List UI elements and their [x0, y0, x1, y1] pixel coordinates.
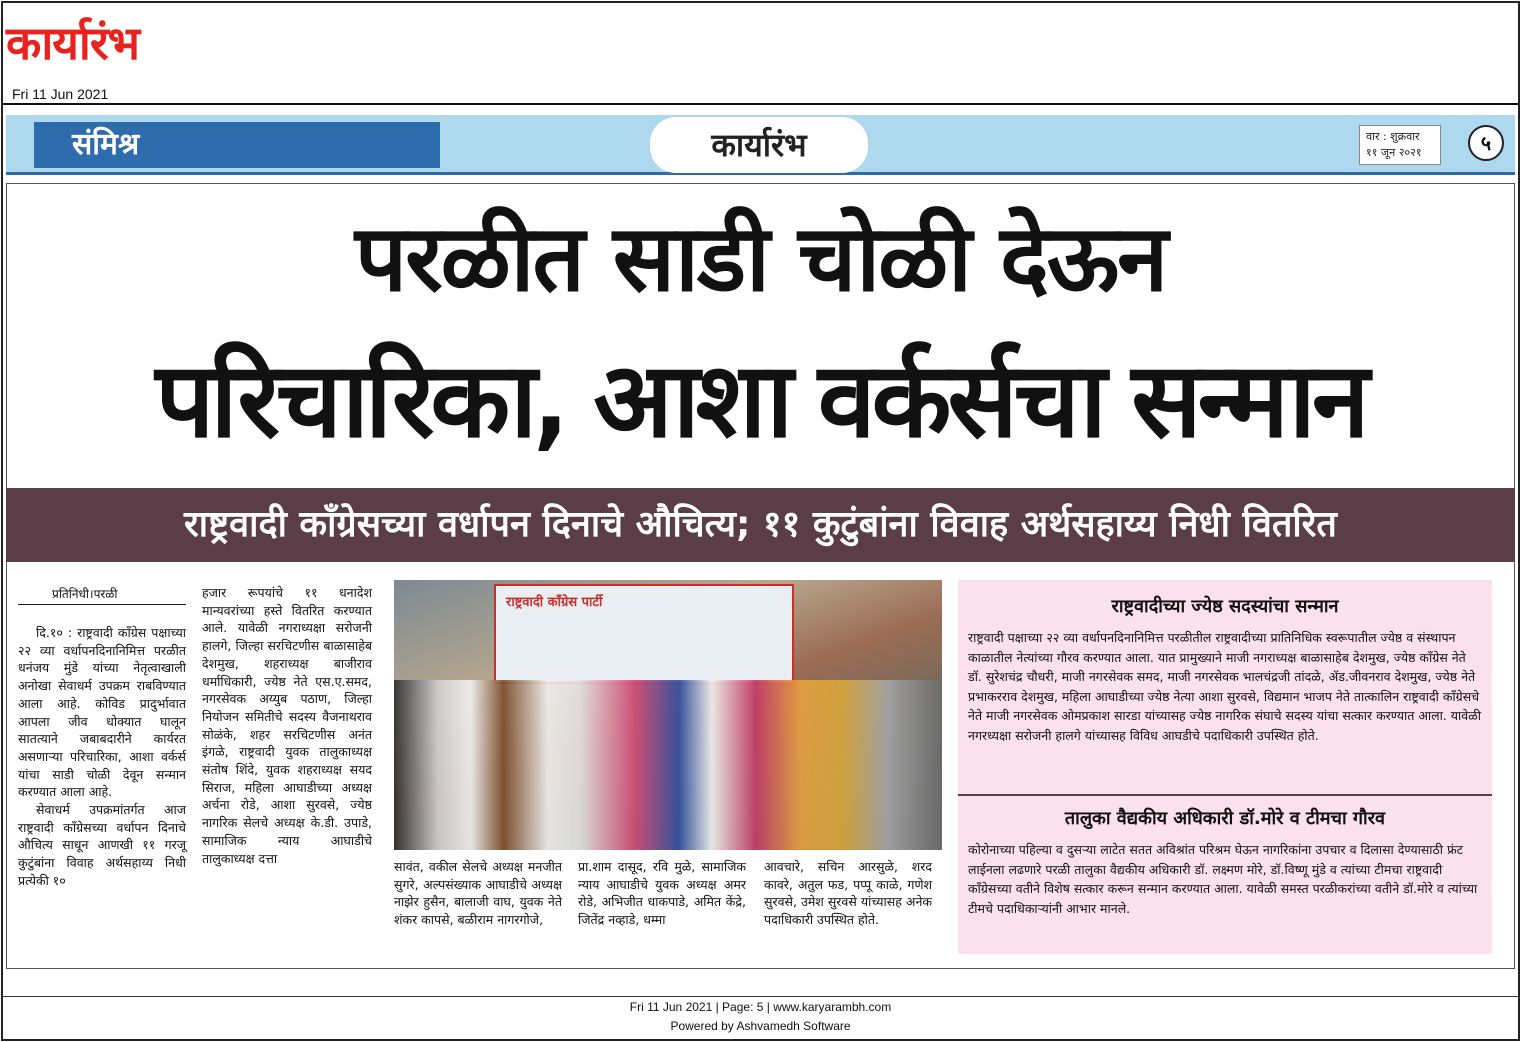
article-paragraph: दि.१० : राष्ट्रवादी कॉंग्रेस पक्षाच्या २२ व्या वर्धापनदिनानिमित्त परळीत धनंजय मुंडे यांच्या नेतृत्वाखाली अनोखा सेवाधर्म उपक्रम राबविण्यात आला आहे. कोविड प्रादुर्भावात आपला जीव धोक्यात घालून सातत्याने जबाबदारीने कार्यरत असणाऱ्या परिचारिका, आशा वर्कर्स यांचा साडी चोळी देवून सन्मान करण्यात आला आहे.: [18, 625, 186, 800]
article-column-5: आवचारे, सचिन आरसुळे, शरद कावरे, अतुल फड, पप्पू काळे, गणेश सुरवसे, उमेश सुरवसे यांच्यासह अनेक पदाधिकारी उपस्थित होते.: [764, 859, 932, 928]
sidebar-heading-1: राष्ट्रवादीच्या ज्येष्ठ सदस्यांचा सन्मान: [1111, 596, 1339, 617]
article-column-3: सावंत, वकील सेलचे अध्यक्ष मनजीत सुगरे, अल्पसंख्याक आघाडीचे अध्यक्ष नाझेर हुसैन, बालाजी वाघ, युवक नेते शंकर कापसे, बळीराम नागरगोजे,: [394, 859, 562, 928]
sidebar-text-1: राष्ट्रवादी पक्षाच्या २२ व्या वर्धापनदिनानिमित्त परळीतील राष्ट्रवादीच्या प्रातिनिधिक स्वरूपातील ज्येष्ठ व संस्थापन काळातील नेत्यांच्या गौरव करण्यात आला. यात प्रामुख्याने माजी नगराध्यक्ष बाळासाहेब देशमुख, ज्येष्ठ कॉंग्रेस नेते डॉ. सुरेशचंद्र चौधरी, माजी नगरसेवक समद, माजी नगरसेवक भालचंद्रजी तांदळे, ॲड.जीवनराव देशमुख, ज्येष्ठ नेते प्रभाकरराव देशमुख, महिला आघाडीच्या ज्येष्ठ नेत्या आशा सुरवसे, विद्यमान भाजप नेते तात्कालिन राष्ट्रवादी कॉंग्रेसचे नेते माजी नगरसेवक ओमप्रकाश सारडा यांच्यासह ज्येष्ठ नागरिक संघाचे सदस्य यांचा सत्कार करण्यात आला. यावेळी नगरध्यक्षा सरोजनी हालगे यांच्यासह विविध आघडीचे पदाधिकारी उपस्थित होते.: [968, 630, 1481, 743]
photo-banner: [494, 584, 794, 684]
article-column-1: [18, 624, 186, 890]
page-dateline: [1359, 125, 1441, 165]
edition-date: Fri 11 Jun 2021: [12, 86, 109, 102]
sidebar-divider: [958, 794, 1492, 796]
news-photo: [394, 580, 942, 850]
article-paragraph: सेवाधर्म उपक्रमांतर्गत आज राष्ट्रवादी कॉंग्रेसच्या वर्धापन दिनाचे औचित्य साधून आणखी ११ गरजू कुटुंबांना विवाह अर्थसहाय्य निधी प्रत्येकी १०: [18, 802, 186, 888]
photo-people: [394, 680, 942, 850]
photo-banner-text: राष्ट्रवादी कॉंग्रेस पार्टी: [506, 595, 603, 610]
page-day: वार : शुक्रवार: [1366, 130, 1420, 143]
paper-logo: कार्यारंभ: [650, 117, 868, 173]
page-band: [6, 115, 1515, 175]
site-logo[interactable]: कार्यारंभ: [6, 16, 139, 70]
sidebar-heading-2: तालुका वैद्यकीय अधिकारी डॉ.मोरे व टीमचा गौरव: [1064, 808, 1386, 829]
footer-info: Fri 11 Jun 2021 | Page: 5 | www.karyarambh.com: [629, 1000, 892, 1014]
sidebar-text-2: कोरोनाच्या पहिल्या व दुसऱ्या लाटेत सतत अविश्रांत परिश्रम घेऊन नागरिकांना उपचार व दिलासा देण्यासाठी फ्रंट लाईनला लढणारे परळी तालुका वैद्यकीय अधिकारी डॉ. लक्ष्मण मोरे, डॉ.विष्णू मुंडे व त्यांच्या टीमचा राष्ट्रवादी कॉंग्रेसच्या वतीने विशेष सत्कार करून सन्मान करण्यात आला. यावेळी समस्त परळीकरांच्या वतीने डॉ.मोरे व त्यांच्या टीमचे पदाधिकाऱ्यांनी आभार मानले.: [968, 842, 1478, 916]
sidebar-box: [958, 580, 1492, 954]
byline: प्रतिनिधी।परळी: [18, 584, 186, 605]
headline-line-2: परिचारिका, आशा वर्कर्सचा सन्मान: [155, 339, 1366, 461]
page-number: ५: [1468, 125, 1504, 161]
footer-divider: [3, 996, 1518, 997]
article-column-4: प्रा.शाम दासूद, रवि मुळे, सामाजिक न्याय आघाडीचे युवक अध्यक्ष अमर रोडे, अभिजीत धाकपाडे, अमित केंद्रे, जितेंद्र नव्हाडे, धम्मा: [578, 859, 746, 928]
article-column-2: हजार रूपयांचे ११ धनादेश मान्यवरांच्या हस्ते वितरित करण्यात आले. यावेळी नगराध्यक्षा सरोजनी हालगे, जिल्हा सरचिटणीस बाळासाहेब देशमुख, शहराध्यक्ष बाजीराव धर्माधिकारी, ज्येष्ठ नेते एस.ए.समद, नगरसेवक अय्युब पठाण, जिल्हा नियोजन समितीचे सदस्य वैजनाथराव सोळंके, शहर सरचिटणीस अनंत इंगळे, राष्ट्रवादी युवक तालुकाध्यक्ष संतोष शिंदे, युवक शहराध्यक्ष सयद सिराज, महिला आघाडीच्या अध्यक्ष अर्चना रोडे, आशा सुरवसे, ज्येष्ठ नागरिक सेलचे अध्यक्ष के.डी. उपाडे, सामाजिक न्याय आघाडीचे तालुकाध्यक्ष दत्ता: [202, 585, 372, 866]
section-tag: संमिश्र: [34, 122, 440, 168]
subheadline: राष्ट्रवादी कॉंग्रेसच्या वर्धापन दिनाचे औचित्य; ११ कुटुंबांना विवाह अर्थसहाय्य निधी वितरित: [6, 488, 1515, 562]
header-divider: [3, 103, 1518, 105]
page-date: ११ जून २०२१: [1366, 146, 1422, 159]
footer-powered-by[interactable]: Powered by Ashvamedh Software: [670, 1019, 851, 1033]
headline-line-1: परळीत साडी चोळी देऊन: [354, 205, 1167, 312]
